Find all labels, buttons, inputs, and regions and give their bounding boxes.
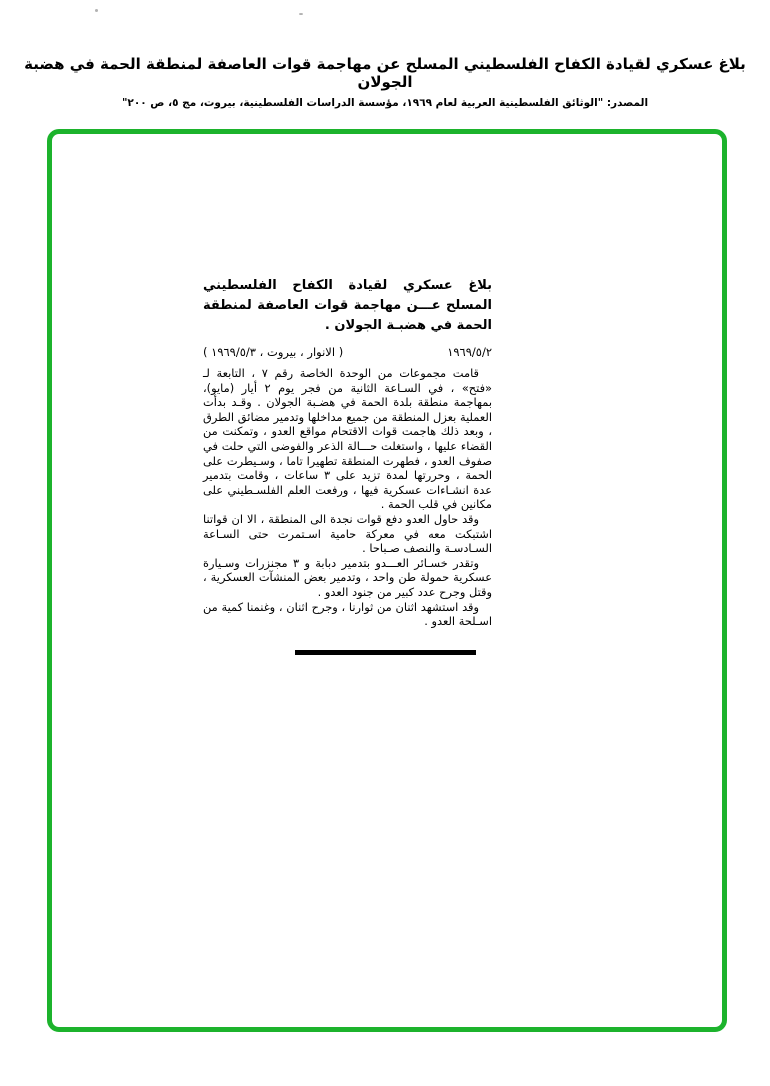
paragraph-3: وتقدر خسـائر العـــدو بتدمير دبابة و ٣ مجنزرات وسـيارة عسكرية حمولة طن واحد ، وتدمير بعض المنشآت العسكرية ، وقتل وجرح عدد كبير من جنود العدو . [203, 555, 492, 599]
scan-speck [95, 9, 98, 12]
bulletin-text [203, 366, 492, 629]
end-divider-rule [295, 650, 476, 655]
scan-speck [299, 13, 303, 15]
document-body [203, 276, 492, 629]
page-title: بلاغ عسكري لقيادة الكفاح الفلسطيني المسلح عن مهاجمة قوات العاصفة لمنطقة الحمة في هضبة الجولان [24, 55, 746, 91]
dateline-date: ١٩٦٩/٥/٢ [447, 345, 492, 359]
paragraph-1: قامت مجموعات من الوحدة الخاصة رقم ٧ ، التابعة لـ «فتح» ، في السـاعة الثانية من فجر يوم ٢ أيار (مايو)، بمهاجمة منطقة بلدة الحمة في هضـبة الجولان . وقـد بدأت العملية بعزل المنطقة من جميع مداخلها وتدمير مضائق الطرق ، وبعد ذلك هاجمت قوات الاقتحام مواقع العدو ، وتمكنت من القضاء عليها ، واستغلت حـــالة الذعر والفوضى التي حلت في صفوف العدو ، فطهرت المنطقة تطهيرا تاما ، وسـيطرت على الحمة ، وحررتها لمدة تزيد على ٣ ساعات ، وقامت بتدمير عدة انشـاءات عسكرية فيها ، ورفعت العلم الفلسـطيني على مكانين في قلب الحمة . [203, 366, 493, 512]
bulletin-heading: بلاغ عسكري لقيادة الكفاح الفلسطيني المسلح عـــن مهاجمة قوات العاصفة لمنطقة الحمة في هضبـة الجولان . [203, 278, 492, 333]
paragraph-4: وقد استشهد اثنان من ثوارنا ، وجرح اثنان ، وغنمنا كمية من اسـلحة العدو . [203, 599, 492, 629]
page-source-citation: المصدر: "الوثائق الفلسطينية العربية لعام ١٩٦٩، مؤسسة الدراسات الفلسطينية، بيروت، مج ٥، ص ٢٠٠" [121, 97, 649, 109]
paragraph-2: وقد حاول العدو دفع قوات نجدة الى المنطقة ، الا ان قواتنا اشتبكت معه في معركة حامية اسـتمرت حتى السـاعة السـادسـة والنصف صـباحا . [203, 511, 492, 556]
dateline-publication: ( الانوار ، بيروت ، ١٩٦٩/٥/٣ ) [203, 345, 344, 359]
page-header [0, 55, 770, 109]
dateline [203, 345, 492, 359]
